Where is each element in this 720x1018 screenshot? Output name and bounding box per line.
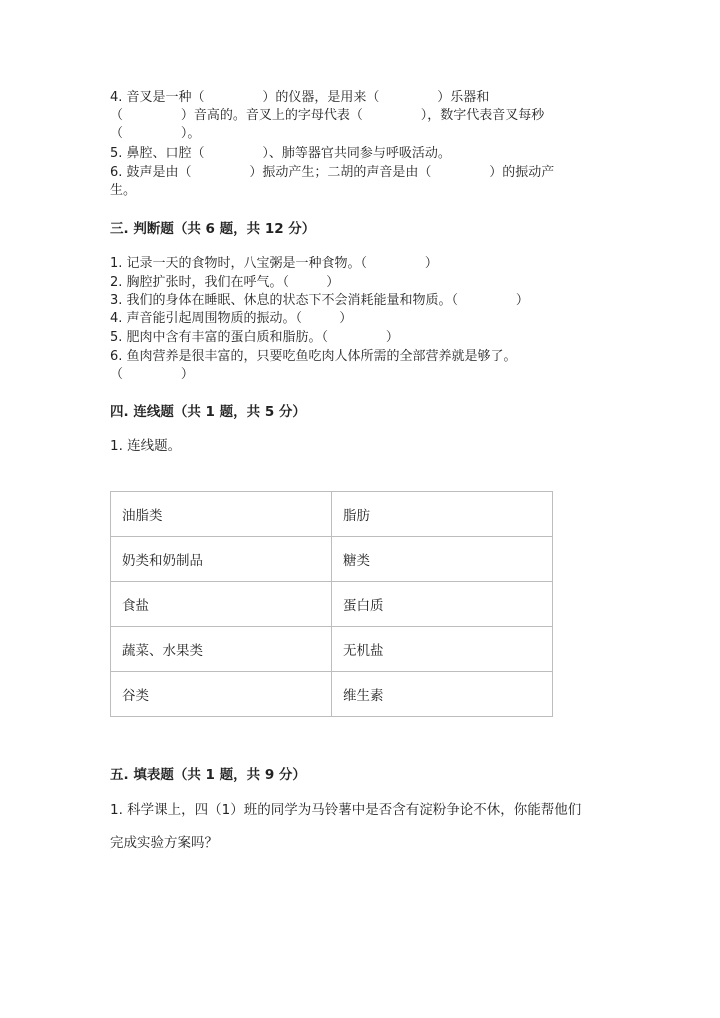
- fill-q4-line1: 4. 音叉是一种（ ）的仪器，是用来（ ）乐器和: [110, 90, 490, 105]
- match-right-cell: 脂肪: [332, 492, 553, 537]
- fill-q6-line1: 6. 鼓声是由（ ）振动产生；二胡的声音是由（ ）的振动产: [110, 165, 555, 180]
- fill-q5: 5. 鼻腔、口腔（ ）、肺等器官共同参与呼吸活动。: [110, 146, 451, 161]
- match-right-cell: 维生素: [332, 672, 553, 717]
- table-row: [111, 582, 553, 627]
- judge-item-6-blank: （ ）: [110, 367, 194, 382]
- match-section-title: 四. 连线题（共 1 题，共 5 分）: [110, 404, 306, 420]
- match-right-cell: 无机盐: [332, 627, 553, 672]
- judge-section-title: 三. 判断题（共 6 题，共 12 分）: [110, 221, 316, 237]
- match-left-cell: 谷类: [111, 672, 332, 717]
- fill-q6-line2: 生。: [110, 183, 137, 198]
- table-row: [111, 672, 553, 717]
- judge-item-6: 6. 鱼肉营养是很丰富的，只要吃鱼吃肉人体所需的全部营养就是够了。: [110, 349, 517, 364]
- match-left-cell: 蔬菜、水果类: [111, 627, 332, 672]
- judge-item-4: 4. 声音能引起周围物质的振动。（ ）: [110, 311, 353, 326]
- judge-item-1: 1. 记录一天的食物时，八宝粥是一种食物。（ ）: [110, 256, 438, 271]
- match-left-cell: 食盐: [111, 582, 332, 627]
- table-question-line1: 1. 科学课上，四（1）班的同学为马铃薯中是否含有淀粉争论不休，你能帮他们: [110, 802, 582, 818]
- match-right-cell: 糖类: [332, 537, 553, 582]
- match-left-cell: 油脂类: [111, 492, 332, 537]
- match-table: [110, 491, 553, 717]
- fill-q4-line2: （ ）音高的。音叉上的字母代表（ ），数字代表音叉每秒: [110, 108, 545, 123]
- table-row: [111, 537, 553, 582]
- table-row: [111, 492, 553, 537]
- table-section-title: 五. 填表题（共 1 题，共 9 分）: [110, 767, 306, 783]
- table-question-line2: 完成实验方案吗？: [110, 835, 218, 851]
- fill-q4-line3: （ ）。: [110, 126, 201, 141]
- judge-item-3: 3. 我们的身体在睡眠、休息的状态下不会消耗能量和物质。（ ）: [110, 293, 529, 308]
- match-question: 1. 连线题。: [110, 438, 182, 454]
- match-right-cell: 蛋白质: [332, 582, 553, 627]
- judge-item-2: 2. 胸腔扩张时，我们在呼气。（ ）: [110, 275, 340, 290]
- table-row: [111, 627, 553, 672]
- judge-item-5: 5. 肥肉中含有丰富的蛋白质和脂肪。（ ）: [110, 330, 399, 345]
- match-left-cell: 奶类和奶制品: [111, 537, 332, 582]
